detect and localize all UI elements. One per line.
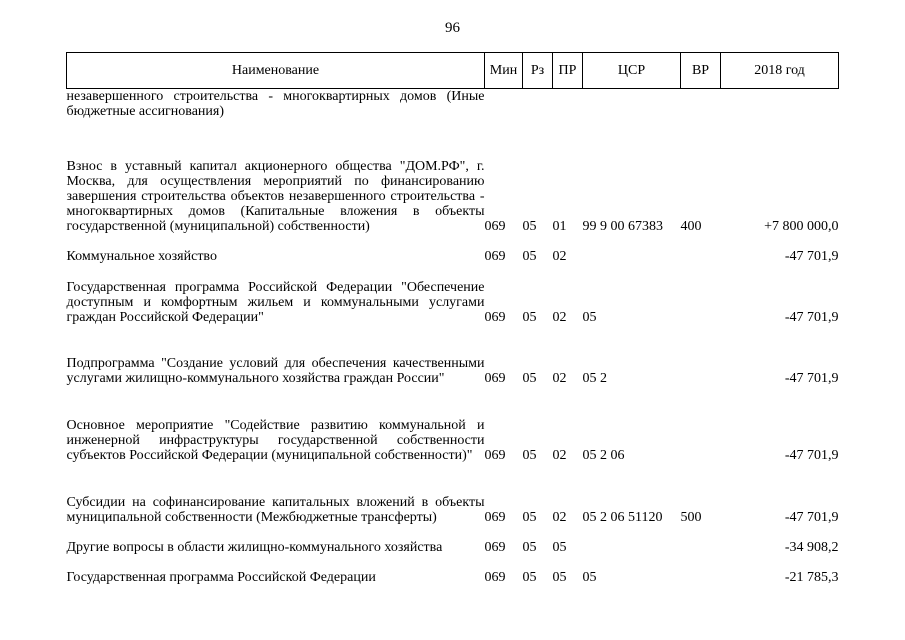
row-csr: 05 2 06 51120 xyxy=(582,510,663,525)
row-rz: 05 xyxy=(522,310,537,325)
table-row xyxy=(67,386,839,463)
row-min: 069 xyxy=(484,310,506,325)
table-row xyxy=(67,555,839,585)
row-csr: 05 xyxy=(582,570,597,585)
row-pr: 02 xyxy=(552,310,567,325)
budget-table xyxy=(66,52,839,585)
row-pr: 05 xyxy=(552,570,567,585)
table-row xyxy=(67,234,839,264)
row-vr xyxy=(681,386,721,463)
row-pr: 05 xyxy=(552,540,567,555)
row-min: 069 xyxy=(484,540,506,555)
row-name: Взнос в уставный капитал акционерного общества "ДОМ.РФ", г. Москва, для осуществления мероприятий по финансированию завершения строительства объектов незавершенного строительства - многоквартирных домов (Капитальные вложения в объекты государственной (муниципальной) собственности) xyxy=(66,159,485,234)
row-rz: 05 xyxy=(522,219,537,234)
row-vr xyxy=(681,89,721,123)
row-pr xyxy=(553,89,583,123)
row-amount: -47 701,9 xyxy=(784,448,839,463)
row-name: Государственная программа Российской Федерации "Обеспечение доступным и комфортным жильем и коммунальными услугами граждан Российской Федерации" xyxy=(66,280,485,325)
header-csr: ЦСР xyxy=(583,53,681,89)
table-row xyxy=(67,122,839,234)
row-name: Субсидии на софинансирование капитальных вложений в объекты муниципальной собственности (Межбюджетные трансферты) xyxy=(66,495,485,525)
row-amount: -34 908,2 xyxy=(784,540,839,555)
header-vr: ВР xyxy=(681,53,721,89)
row-name: Коммунальное хозяйство xyxy=(66,249,217,264)
row-vr xyxy=(681,525,721,555)
header-pr: ПР xyxy=(553,53,583,89)
row-amount: +7 800 000,0 xyxy=(764,219,839,234)
row-name: Государственная программа Российской Федерации xyxy=(66,570,376,585)
row-amount: -47 701,9 xyxy=(784,310,839,325)
row-amount xyxy=(721,89,839,123)
row-pr: 02 xyxy=(552,371,567,386)
row-rz: 05 xyxy=(522,448,537,463)
row-name: Подпрограмма "Создание условий для обеспечения качественными услугами жилищно-коммунального хозяйства граждан России" xyxy=(66,356,485,386)
row-min: 069 xyxy=(484,371,506,386)
row-vr xyxy=(681,555,721,585)
header-min: Мин xyxy=(485,53,523,89)
row-pr: 02 xyxy=(552,448,567,463)
table-row xyxy=(67,525,839,555)
row-name: Другие вопросы в области жилищно-коммунального хозяйства xyxy=(66,540,443,555)
table-header-row xyxy=(67,53,839,89)
row-vr xyxy=(681,234,721,264)
row-pr: 01 xyxy=(552,219,567,234)
row-name: незавершенного строительства - многоквартирных домов (Иные бюджетные ассигнования) xyxy=(66,89,485,119)
row-min: 069 xyxy=(484,448,506,463)
row-min: 069 xyxy=(484,510,506,525)
page-number: 96 xyxy=(445,20,460,36)
row-min: 069 xyxy=(484,570,506,585)
header-year: 2018 год xyxy=(721,53,839,89)
row-amount: -21 785,3 xyxy=(784,570,839,585)
row-vr: 400 xyxy=(680,219,702,234)
row-rz: 05 xyxy=(522,371,537,386)
row-amount: -47 701,9 xyxy=(784,371,839,386)
row-vr: 500 xyxy=(680,510,702,525)
row-min: 069 xyxy=(484,219,506,234)
row-vr xyxy=(681,264,721,325)
header-name: Наименование xyxy=(67,53,485,89)
row-csr xyxy=(583,89,681,123)
row-rz xyxy=(523,89,553,123)
table-row xyxy=(67,264,839,325)
row-csr xyxy=(583,234,681,264)
row-min: 069 xyxy=(484,249,506,264)
row-csr xyxy=(583,525,681,555)
row-rz: 05 xyxy=(522,540,537,555)
row-rz: 05 xyxy=(522,510,537,525)
row-csr: 05 2 06 xyxy=(582,448,625,463)
table-row xyxy=(67,325,839,386)
row-pr: 02 xyxy=(552,249,567,264)
row-pr: 02 xyxy=(552,510,567,525)
table-row xyxy=(67,89,839,123)
row-csr: 05 2 xyxy=(582,371,607,386)
row-amount: -47 701,9 xyxy=(784,510,839,525)
row-rz: 05 xyxy=(522,570,537,585)
header-rz: Рз xyxy=(523,53,553,89)
row-csr: 05 xyxy=(582,310,597,325)
row-name: Основное мероприятие "Содействие развитию коммунальной и инженерной инфраструктуры государственной собственности субъектов Российской Федерации (муниципальной собственности)" xyxy=(66,418,485,463)
row-vr xyxy=(681,325,721,386)
row-amount: -47 701,9 xyxy=(784,249,839,264)
row-csr: 99 9 00 67383 xyxy=(582,219,663,234)
table-row xyxy=(67,463,839,525)
row-min xyxy=(485,89,523,123)
row-rz: 05 xyxy=(522,249,537,264)
